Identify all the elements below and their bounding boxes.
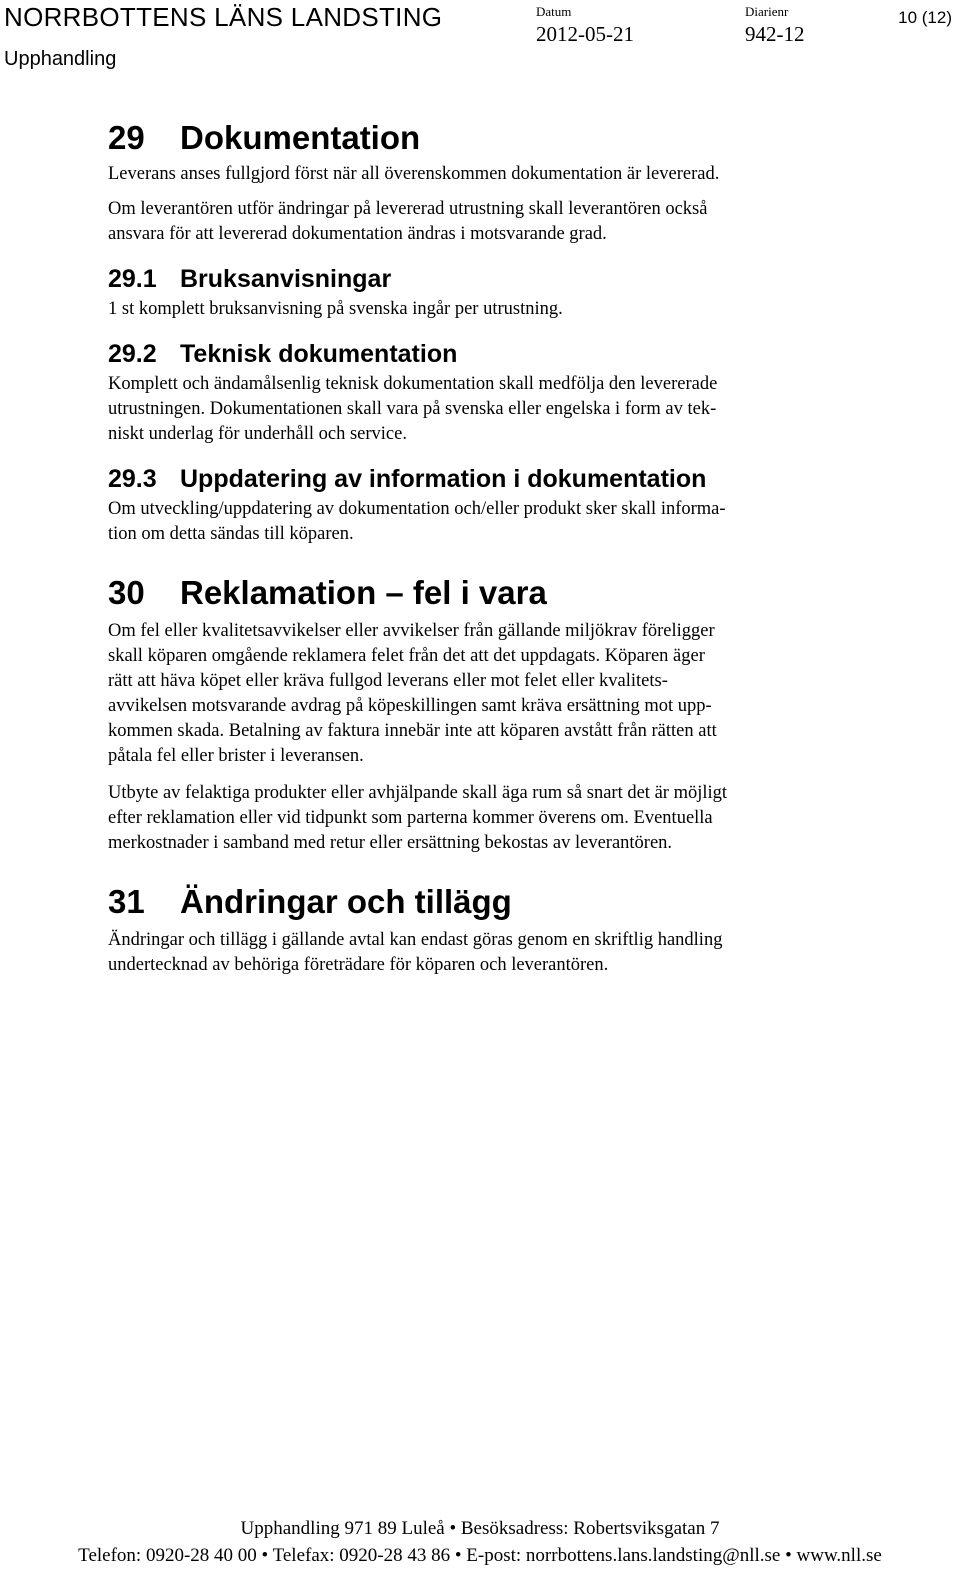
footer-address: Upphandling 971 89 Luleå • Besöksadress: Robertsviksgatan 7 bbox=[240, 1518, 720, 1539]
paragraph: 1 st komplett bruksanvisning på svenska ingår per utrustning. bbox=[108, 299, 563, 319]
heading-29 bbox=[108, 114, 848, 162]
document-body bbox=[108, 114, 848, 978]
footer-contact: Telefon: 0920-28 40 00 • Telefax: 0920-28 43 86 • E-post: norrbottens.lans.landsting@nll.se • www.nll.se bbox=[78, 1545, 882, 1566]
date-label: Datum bbox=[536, 4, 572, 19]
heading-title: Bruksanvisningar bbox=[180, 265, 392, 293]
heading-29-3 bbox=[108, 461, 848, 497]
heading-title: Reklamation – fel i vara bbox=[180, 574, 547, 611]
heading-title: Uppdatering av information i dokumentation bbox=[180, 465, 707, 493]
paragraph-line: Ändringar och tillägg i gällande avtal kan endast göras genom en skriftlig handling bbox=[108, 930, 723, 950]
paragraph-line: ansvara för att levererad dokumentation ändras i motsvarande grad. bbox=[108, 224, 607, 244]
paragraph-line: Komplett och ändamålsenlig teknisk dokumentation skall medfölja den levererade bbox=[108, 374, 718, 394]
paragraph-line: Om leverantören utför ändringar på levererad utrustning skall leverantören också bbox=[108, 199, 708, 219]
paragraph: Leverans anses fullgjord först när all överenskommen dokumentation är levererad. bbox=[108, 164, 720, 184]
page-number: 10 (12) bbox=[898, 8, 952, 27]
paragraph bbox=[108, 197, 848, 247]
date-value: 2012-05-21 bbox=[536, 22, 634, 46]
heading-number: 29 bbox=[108, 119, 145, 156]
paragraph-line: merkostnader i samband med retur eller ersättning bekostas av leverantören. bbox=[108, 833, 673, 853]
paragraph bbox=[108, 928, 848, 978]
paragraph-line: efter reklamation eller vid tidpunkt som parterna kommer överens om. Eventuella bbox=[108, 808, 713, 828]
paragraph-line: Utbyte av felaktiga produkter eller avhjälpande skall äga rum så snart det är möjligt bbox=[108, 783, 728, 803]
heading-number: 29.3 bbox=[108, 465, 157, 493]
organization-name: NORRBOTTENS LÄNS LANDSTING bbox=[4, 2, 443, 32]
paragraph-line: Om utveckling/uppdatering av dokumentation och/eller produkt sker skall informa- bbox=[108, 499, 726, 519]
heading-31 bbox=[108, 878, 848, 926]
paragraph-line: utrustningen. Dokumentationen skall vara på svenska eller engelska i form av tek- bbox=[108, 399, 717, 419]
heading-30 bbox=[108, 569, 848, 617]
paragraph-line: skall köparen omgående reklamera felet från det att det uppdagats. Köparen äger bbox=[108, 646, 705, 666]
paragraph-line: tion om detta sändas till köparen. bbox=[108, 524, 354, 544]
paragraph-line: Om fel eller kvalitetsavvikelser eller avvikelser från gällande miljökrav föreligger bbox=[108, 621, 715, 641]
heading-29-1 bbox=[108, 261, 848, 297]
heading-number: 31 bbox=[108, 883, 145, 920]
diarienr-label: Diarienr bbox=[745, 4, 789, 19]
paragraph-line: avvikelsen motsvarande avdrag på köpeskillingen samt kräva ersättning mot upp- bbox=[108, 696, 712, 716]
paragraph-line: rätt att häva köpet eller kräva fullgod leverans eller mot felet eller kvalitets- bbox=[108, 671, 668, 691]
paragraph-line: niskt underlag för underhåll och service. bbox=[108, 424, 407, 444]
paragraph-line: kommen skada. Betalning av faktura innebär inte att köparen avstått från rätten att bbox=[108, 721, 717, 741]
heading-number: 29.2 bbox=[108, 340, 157, 368]
heading-number: 29.1 bbox=[108, 265, 157, 293]
heading-29-2 bbox=[108, 336, 848, 372]
heading-title: Teknisk dokumentation bbox=[180, 340, 458, 368]
paragraph bbox=[108, 497, 848, 547]
heading-title: Ändringar och tillägg bbox=[180, 883, 512, 920]
paragraph bbox=[108, 619, 848, 769]
heading-title: Dokumentation bbox=[180, 119, 421, 156]
department-name: Upphandling bbox=[4, 48, 117, 70]
heading-number: 30 bbox=[108, 574, 145, 611]
paragraph-line: påtala fel eller brister i leveransen. bbox=[108, 746, 364, 766]
paragraph bbox=[108, 781, 848, 856]
diarienr-value: 942-12 bbox=[745, 22, 805, 46]
paragraph bbox=[108, 372, 848, 447]
paragraph-line: undertecknad av behöriga företrädare för köparen och leverantören. bbox=[108, 955, 609, 975]
